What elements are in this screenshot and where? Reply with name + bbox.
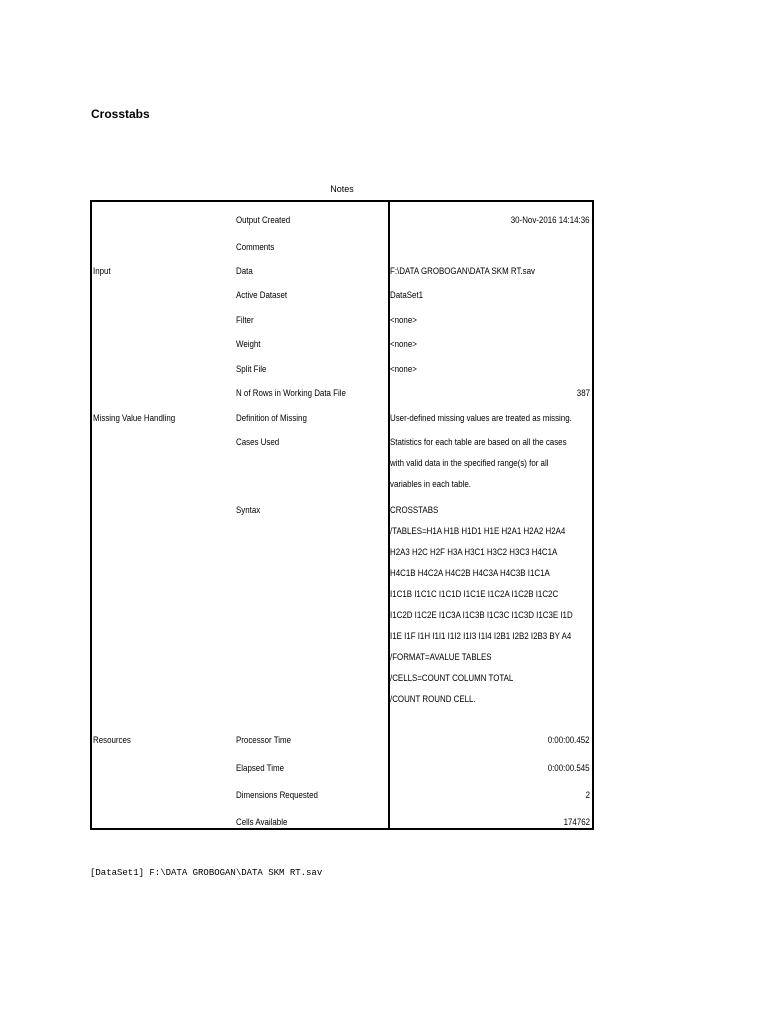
syntax-line: I1C1B I1C1C I1C1D I1C1E I1C2A I1C2B I1C2C [390,589,559,599]
label-dimensions-requested: Dimensions Requested [236,790,318,800]
notes-table [90,200,594,830]
value-definition-of-missing: User-defined missing values are treated as missing. [390,413,572,423]
value-syntax [390,500,573,710]
label-cases-used: Cases Used [236,437,280,447]
label-filter: Filter [236,315,254,325]
label-data: Data [236,266,253,276]
value-processor-time: 0:00:00.452 [548,735,590,745]
page-title: Crosstabs [91,107,150,121]
cases-used-line: variables in each table. [390,479,472,489]
syntax-line: H2A3 H2C H2F H3A H3C1 H3C2 H3C3 H4C1A [390,547,558,557]
label-n-rows: N of Rows in Working Data File [236,388,346,398]
value-filter: <none> [390,315,417,325]
section-resources: Resources [93,735,131,745]
syntax-line: I1C2D I1C2E I1C3A I1C3B I1C3C I1C3D I1C3E I1D [390,610,573,620]
section-missing-value-handling: Missing Value Handling [93,413,176,423]
value-output-created: 30-Nov-2016 14:14:36 [511,215,590,225]
value-cells-available: 174762 [563,817,590,827]
syntax-line: CROSSTABS [390,505,439,515]
value-split-file: <none> [390,364,417,374]
syntax-line: /COUNT ROUND CELL. [390,694,476,704]
dataset-footer: [DataSet1] F:\DATA GROBOGAN\DATA SKM RT.sav [90,868,323,878]
label-definition-of-missing: Definition of Missing [236,413,307,423]
label-output-created: Output Created [236,215,291,225]
label-elapsed-time: Elapsed Time [236,763,284,773]
value-weight: <none> [390,339,417,349]
value-data: F:\DATA GROBOGAN\DATA SKM RT.sav [390,266,535,276]
table-caption: Notes [330,184,354,194]
label-processor-time: Processor Time [236,735,292,745]
value-n-rows: 387 [576,388,590,398]
syntax-line: H4C1B H4C2A H4C2B H4C3A H4C3B I1C1A [390,568,550,578]
syntax-line: I1E I1F I1H I1I1 I1I2 I1I3 I1I4 I2B1 I2B2 I2B3 BY A4 [390,631,572,641]
section-input: Input [93,266,111,276]
value-cases-used [390,432,567,495]
label-comments: Comments [236,242,275,252]
syntax-line: /TABLES=H1A H1B H1D1 H1E H2A1 H2A2 H2A4 [390,526,566,536]
value-dimensions-requested: 2 [585,790,590,800]
value-active-dataset: DataSet1 [390,290,424,300]
label-cells-available: Cells Available [236,817,288,827]
label-active-dataset: Active Dataset [236,290,288,300]
label-syntax: Syntax [236,505,261,515]
label-weight: Weight [236,339,261,349]
syntax-line: /FORMAT=AVALUE TABLES [390,652,492,662]
syntax-line: /CELLS=COUNT COLUMN TOTAL [390,673,514,683]
value-elapsed-time: 0:00:00.545 [548,763,590,773]
cases-used-line: with valid data in the specified range(s) for all [390,458,549,468]
label-split-file: Split File [236,364,267,374]
cases-used-line: Statistics for each table are based on all the cases [390,437,567,447]
